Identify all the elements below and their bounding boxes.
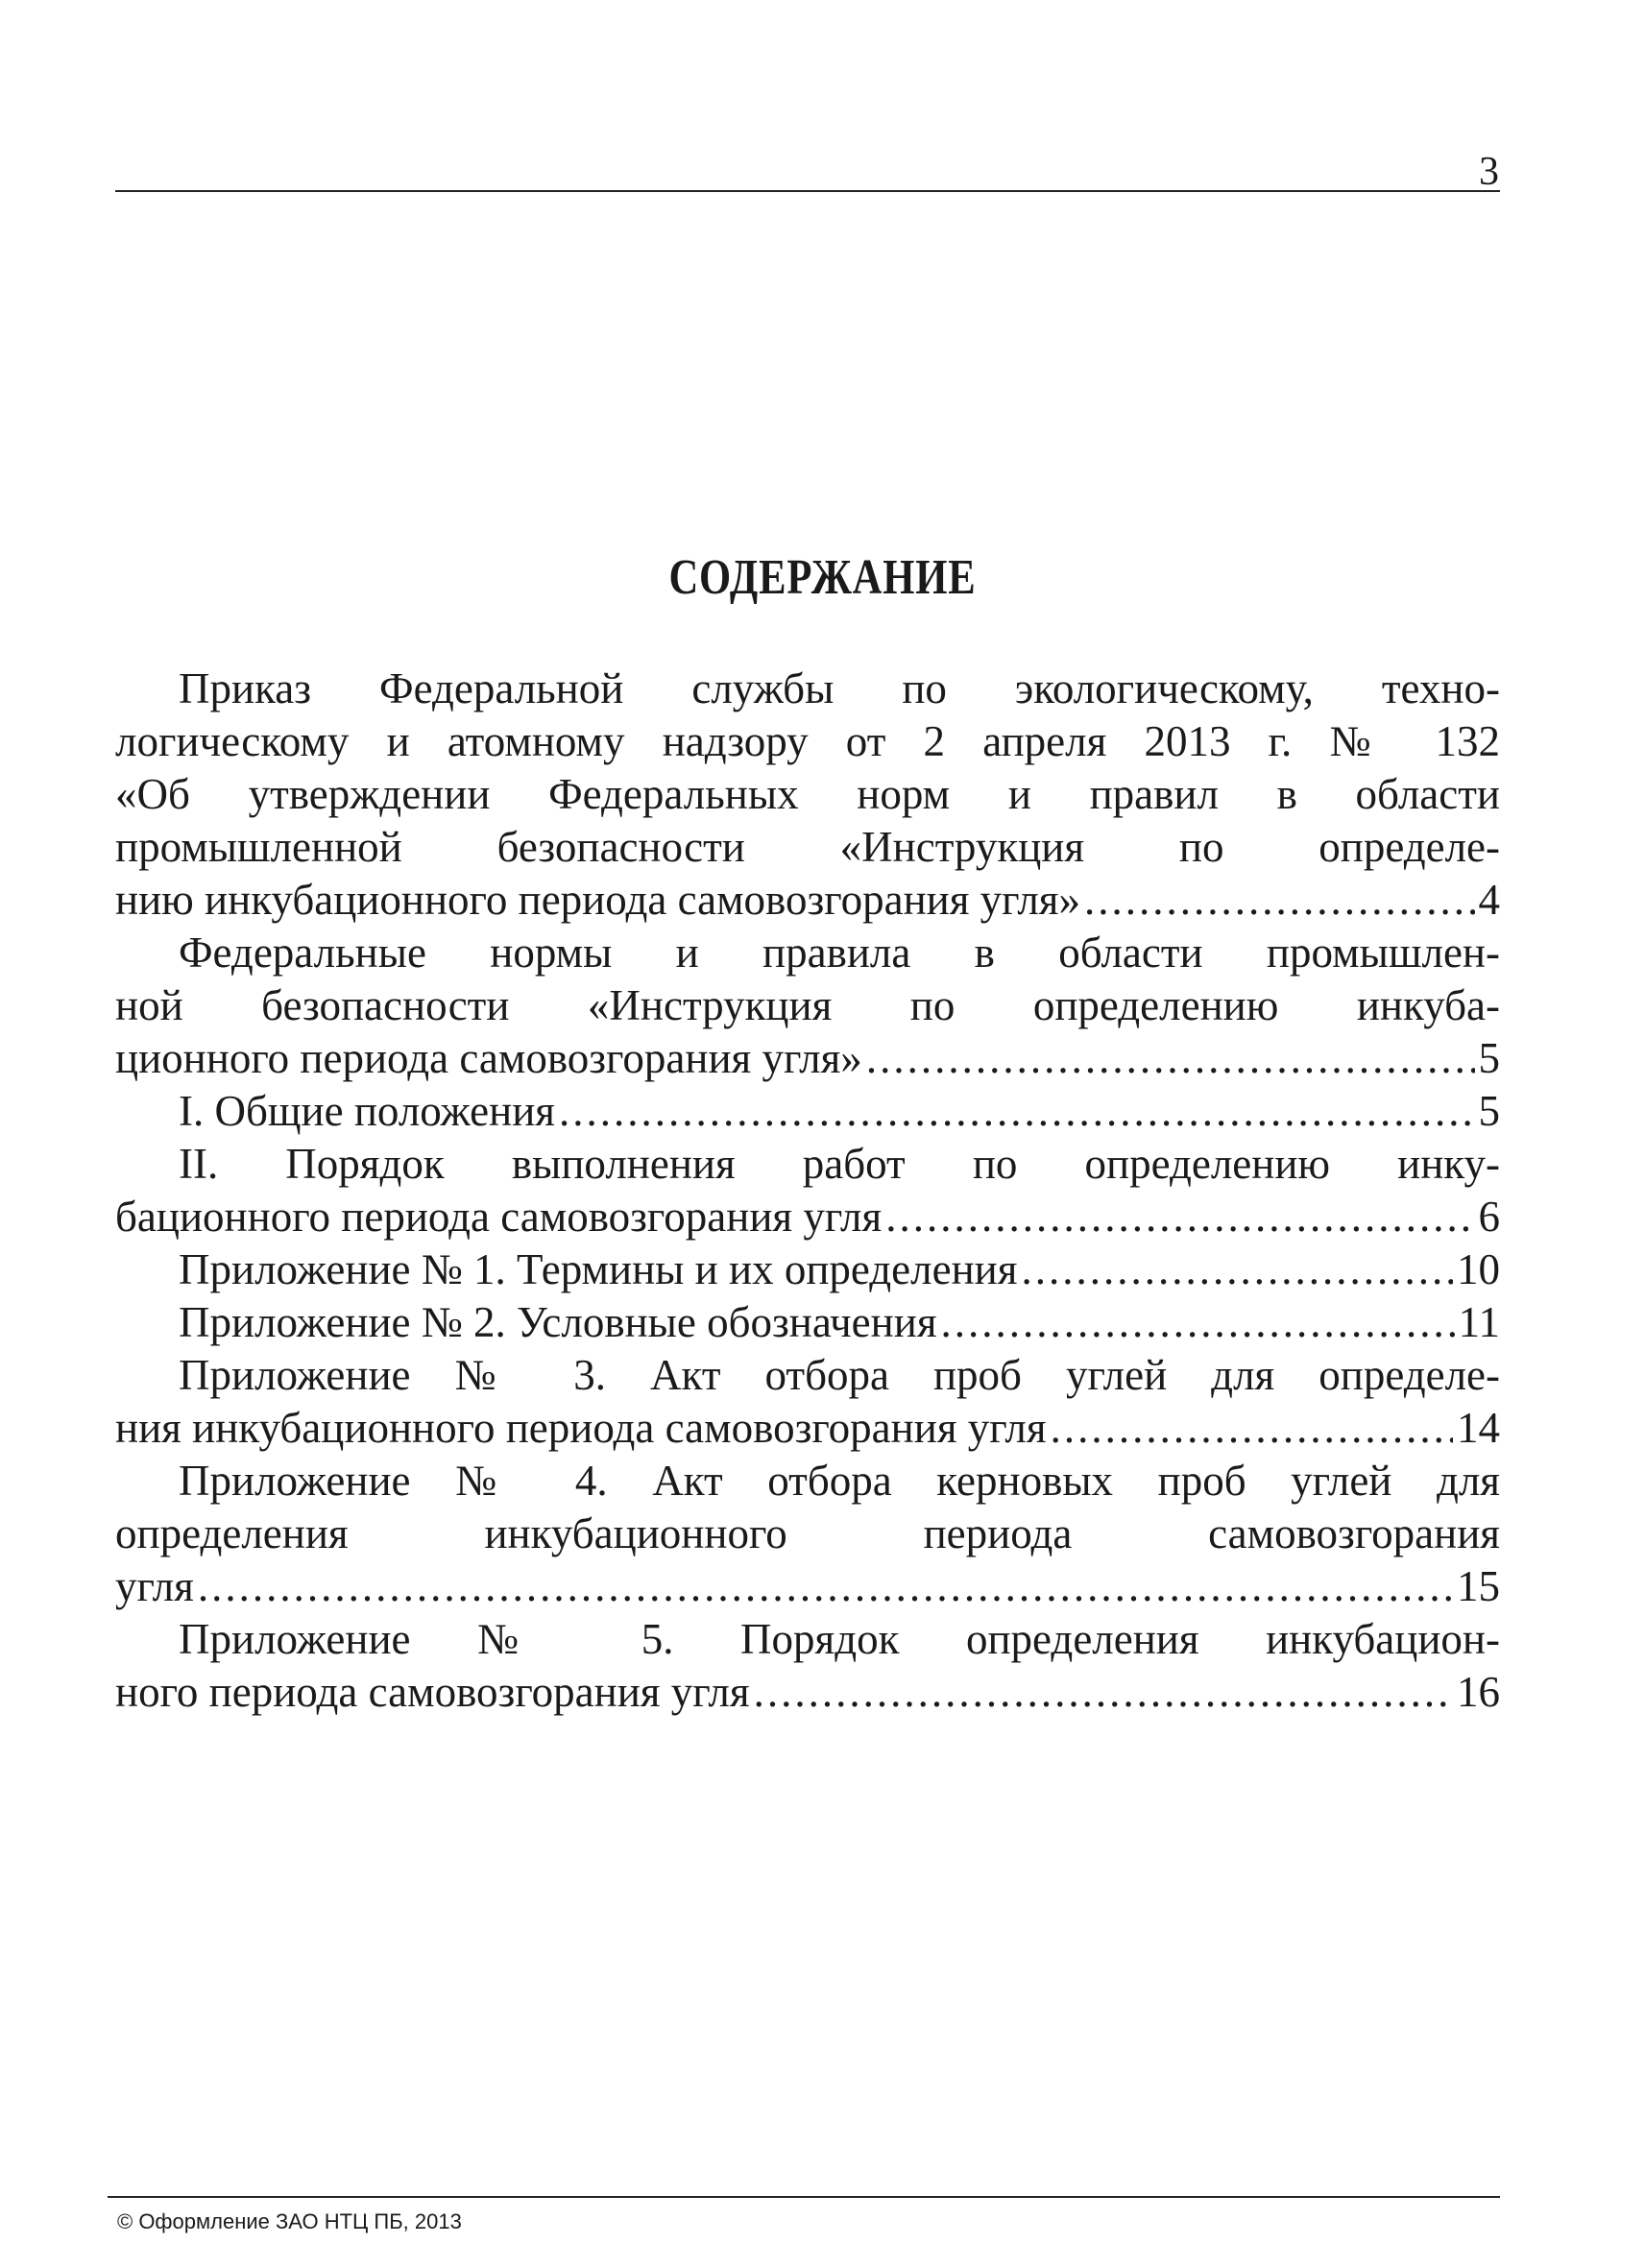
toc-entry-text: ционного периода самовозгорания угля» (115, 1034, 862, 1082)
toc-entry[interactable] (115, 1613, 1500, 1719)
toc-page-number: 16 (1457, 1668, 1500, 1716)
toc-entry[interactable] (115, 1085, 1500, 1138)
toc-entry-text: ной безопасности «Инструкция по определению инкуба- (115, 981, 1500, 1029)
toc-entry-text: бационного периода самовозгорания угля (115, 1193, 883, 1241)
toc-entry-text: Приложение № 5. Порядок определения инкубацион- (179, 1615, 1500, 1663)
toc-entry-text: определения инкубационного периода самовозгорания (115, 1509, 1500, 1557)
toc-page-number: 14 (1457, 1404, 1500, 1452)
toc-entry[interactable] (115, 927, 1500, 1085)
toc-entry[interactable] (115, 663, 1500, 927)
toc-entry-text: логическому и атомному надзору от 2 апреля 2013 г. № 132 (115, 717, 1500, 765)
toc-entry[interactable] (115, 1349, 1500, 1455)
toc-entry-text: «Об утверждении Федеральных норм и правил в области (115, 770, 1500, 818)
toc-page-number: 11 (1458, 1298, 1500, 1346)
toc-entry-text: Приказ Федеральной службы по экологическому, техно- (179, 664, 1500, 712)
toc-entry[interactable] (115, 1138, 1500, 1243)
dot-leader (941, 1296, 1455, 1349)
page-title: СОДЕРЖАНИЕ (668, 550, 977, 605)
toc-entry[interactable] (115, 1296, 1500, 1349)
header-rule (115, 190, 1500, 192)
toc-entry-text: угля (115, 1562, 194, 1610)
toc-page-number: 15 (1457, 1562, 1500, 1610)
copyright-footer: © Оформление ЗАО НТЦ ПБ, 2013 (117, 2209, 462, 2233)
toc-entry-text: II. Порядок выполнения работ по определению инку- (179, 1140, 1500, 1188)
toc-page-number: 10 (1457, 1245, 1500, 1293)
dot-leader (866, 1032, 1475, 1085)
toc-entry-text: Приложение № 4. Акт отбора керновых проб углей для (179, 1457, 1500, 1505)
dot-leader (1084, 874, 1474, 927)
toc-entry-text: I. Общие положения (179, 1087, 555, 1135)
toc-page-number: 6 (1478, 1193, 1500, 1241)
toc-entry-text: ного периода самовозгорания угля (115, 1668, 750, 1716)
toc-entry-text: Приложение № 1. Термины и их определения (179, 1245, 1018, 1293)
page-number: 3 (1479, 150, 1499, 194)
toc-entry[interactable] (115, 1243, 1500, 1296)
toc-entry-text: нию инкубационного периода самовозгорания угля» (115, 876, 1081, 924)
table-of-contents (115, 663, 1500, 1719)
toc-entry-text: Федеральные нормы и правила в области промышлен- (179, 929, 1500, 977)
toc-entry-text: ния инкубационного периода самовозгорания угля (115, 1404, 1047, 1452)
toc-entry-text: промышленной безопасности «Инструкция по определе- (115, 823, 1500, 871)
toc-page-number: 5 (1478, 1087, 1500, 1135)
toc-page-number: 5 (1478, 1034, 1500, 1082)
toc-entry-text: Приложение № 2. Условные обозначения (179, 1298, 937, 1346)
toc-page-number: 4 (1478, 876, 1500, 924)
dot-leader (754, 1666, 1453, 1719)
dot-leader (1051, 1402, 1453, 1455)
dot-leader (1021, 1243, 1453, 1296)
toc-entry[interactable] (115, 1455, 1500, 1613)
toc-entry-text: Приложение № 3. Акт отбора проб углей для определе- (179, 1351, 1500, 1399)
dot-leader (198, 1560, 1453, 1613)
dot-leader (885, 1191, 1474, 1243)
footer-rule (108, 2196, 1500, 2198)
dot-leader (559, 1085, 1475, 1138)
